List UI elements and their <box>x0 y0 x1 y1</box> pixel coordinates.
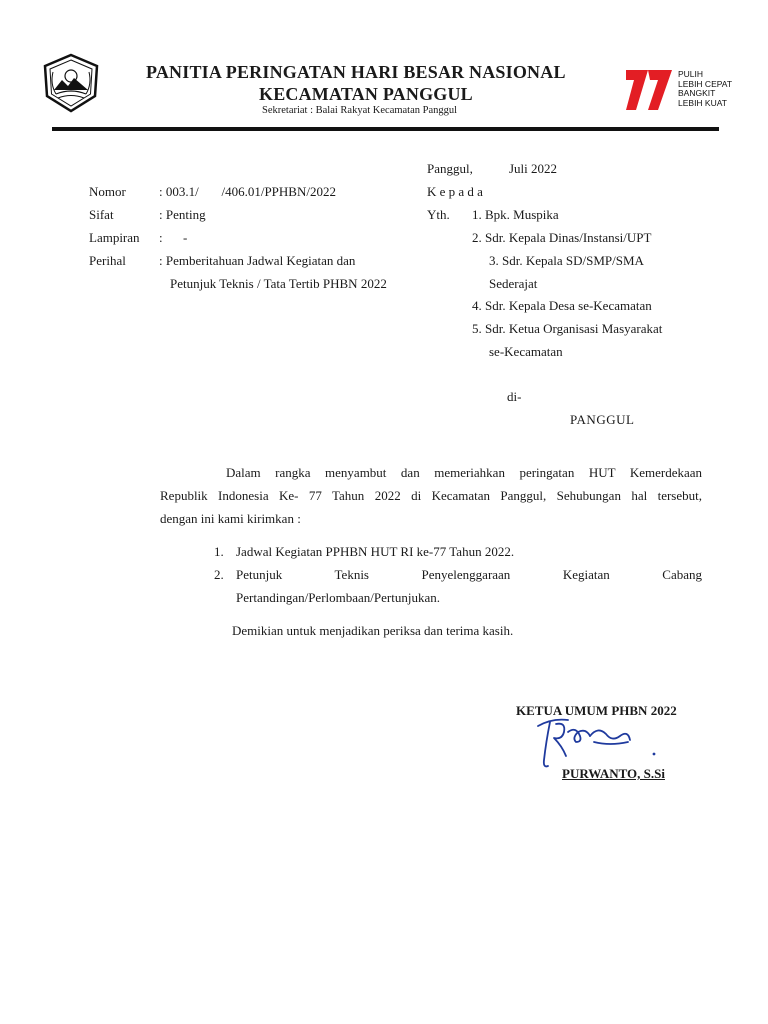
recipient-5-cont: se-Kecamatan <box>489 344 563 359</box>
logo-line-3: BANGKIT <box>678 88 716 98</box>
nomor-value: : 003.1/ /406.01/PPHBN/2022 <box>159 184 336 199</box>
perihal-line-1: : Pemberitahuan Jadwal Kegiatan dan <box>159 253 356 268</box>
logo-line-4: LEBIH KUAT <box>678 97 727 108</box>
list-item-2-number: 2. <box>214 567 224 582</box>
sifat-label: Sifat <box>89 207 114 222</box>
header-divider <box>52 127 719 131</box>
yth-label: Yth. <box>427 207 450 222</box>
recipient-5: 5. Sdr. Ketua Organisasi Masyarakat <box>472 321 663 336</box>
district-title: KECAMATAN PANGGUL <box>259 84 473 104</box>
handwritten-signature <box>532 712 662 774</box>
regency-emblem <box>40 52 102 114</box>
recipient-3: 3. Sdr. Kepala SD/SMP/SMA <box>489 253 644 268</box>
body-paragraph-line-2: Republik Indonesia Ke- 77 Tahun 2022 di Kecamatan Panggul, Sehubungan hal tersebut, <box>160 488 702 503</box>
logo-line-2: LEBIH CEPAT <box>678 78 733 89</box>
perihal-label: Perihal <box>89 253 126 268</box>
logo-line-1: PULIH <box>678 69 704 79</box>
emblem-icon <box>40 52 102 114</box>
perihal-line-2: Petunjuk Teknis / Tata Tertib PHBN 2022 <box>170 276 387 291</box>
hut-77-number-icon <box>622 66 674 112</box>
body-paragraph-line-3: dengan ini kami kirimkan : <box>160 511 301 526</box>
recipient-1: 1. Bpk. Muspika <box>472 207 559 222</box>
list-item-2-text: Petunjuk Teknis Penyelenggaraan Kegiatan Cabang <box>236 567 702 582</box>
list-item-1-number: 1. <box>214 544 224 559</box>
lampiran-colon: : <box>159 230 163 245</box>
sifat-value: : Penting <box>159 207 206 222</box>
recipient-4: 4. Sdr. Kepala Desa se-Kecamatan <box>472 298 652 313</box>
hut-77-logo <box>622 66 752 114</box>
body-paragraph-line-1: Dalam rangka menyambut dan memeriahkan peringatan HUT Kemerdekaan <box>226 465 702 480</box>
list-item-1-text: Jadwal Kegiatan PPHBN HUT RI ke-77 Tahun 2022. <box>236 544 515 559</box>
lampiran-value: - <box>183 230 188 245</box>
place: Panggul, <box>427 161 473 176</box>
signatory-name: PURWANTO, S.Si <box>562 766 665 781</box>
recipient-3-cont: Sederajat <box>489 276 538 291</box>
date: Juli 2022 <box>509 161 558 176</box>
signature-icon <box>532 712 662 774</box>
destination-city: PANGGUL <box>570 412 635 427</box>
list-item-2-text-cont: Pertandingan/Perlombaan/Pertunjukan. <box>236 590 440 605</box>
closing-sentence: Demikian untuk menjadikan periksa dan terima kasih. <box>232 623 514 638</box>
committee-title: PANITIA PERINGATAN HARI BESAR NASIONAL <box>146 62 566 82</box>
signatory-position: KETUA UMUM PHBN 2022 <box>516 703 677 718</box>
di-label: di- <box>507 389 522 404</box>
kepada-label: K e p a d a <box>427 184 483 199</box>
secretariat-address: Sekretariat : Balai Rakyat Kecamatan Panggul <box>262 105 458 116</box>
recipient-2: 2. Sdr. Kepala Dinas/Instansi/UPT <box>472 230 652 245</box>
lampiran-label: Lampiran <box>89 230 140 245</box>
nomor-label: Nomor <box>89 184 126 199</box>
